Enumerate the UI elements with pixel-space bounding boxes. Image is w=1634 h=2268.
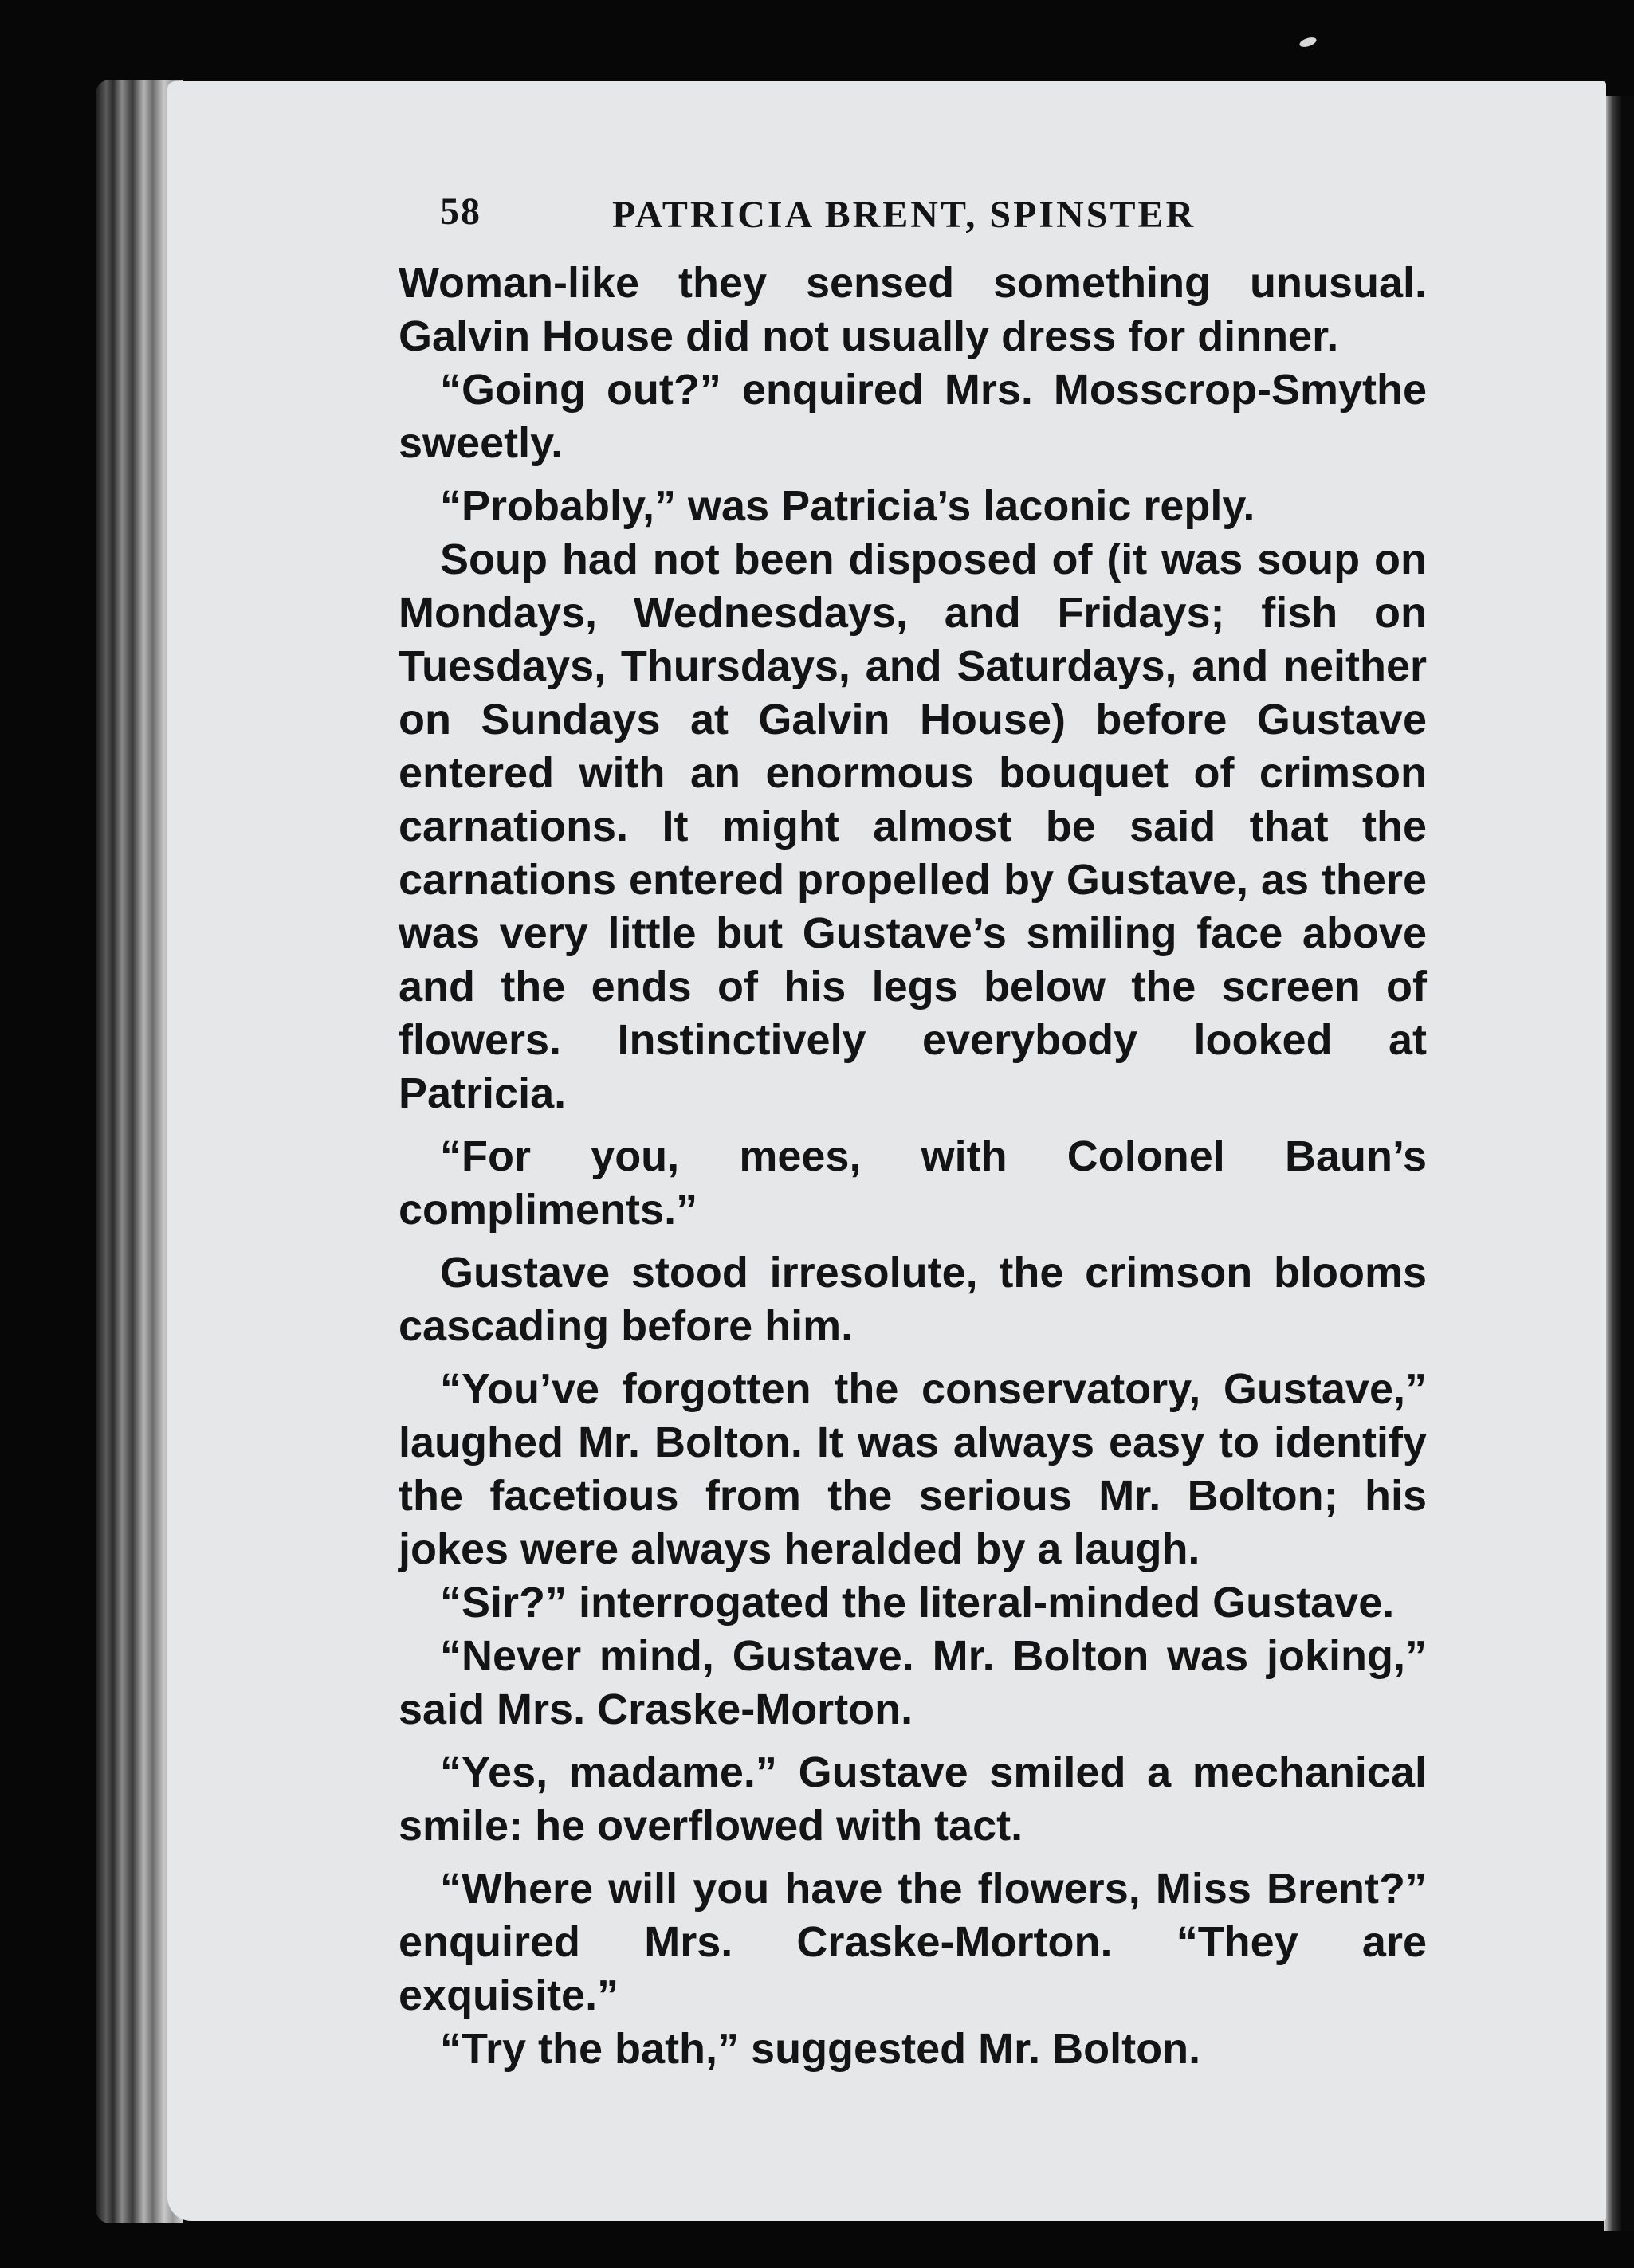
paragraph: “Going out?” enquired Mrs. Mosscrop-Smythe sweetly. [399, 366, 1427, 467]
page-content [399, 185, 1427, 2076]
adjacent-page-edge [1604, 96, 1634, 2231]
paragraph: “You’ve forgotten the conservatory, Gustave,” laughed Mr. Bolton. It was always easy to identify the facetious from the serious Mr. Bolton; his jokes were always heralded by a laugh. [399, 1365, 1427, 1573]
paragraph: Gustave stood irresolute, the crimson blooms cascading before him. [399, 1249, 1427, 1350]
page-header [399, 185, 1427, 257]
paragraph: “Yes, madame.” Gustave smiled a mechanical smile: he overflowed with tact. [399, 1748, 1427, 1850]
paragraph: “Try the bath,” suggested Mr. Bolton. [440, 2025, 1201, 2073]
paragraph: “Sir?” interrogated the literal-minded Gustave. [440, 1579, 1395, 1626]
page-number: 58 [440, 190, 481, 233]
paragraph: “Where will you have the flowers, Miss Brent?” enquired Mrs. Craske-Morton. “They are exquisite.” [399, 1865, 1427, 2019]
paragraph: Woman-like they sensed something unusual. Galvin House did not usually dress for dinner. [399, 259, 1427, 360]
paragraph: “Probably,” was Patricia’s laconic reply. [440, 482, 1255, 530]
paragraph: “For you, mees, with Colonel Baun’s compliments.” [399, 1132, 1427, 1234]
paragraph: Soup had not been disposed of (it was soup on Mondays, Wednesdays, and Fridays; fish on Tuesdays, Thursdays, and Saturdays, and neither on Sundays at Galvin House) before Gustave entered with an enormous bouquet of crimson carnations. It might almost be said that the carnations entered propelled by Gustave, as there was very little but Gustave’s smiling face above and the ends of his legs below the screen of flowers. Instinctively everybody looked at Patricia. [399, 536, 1427, 1117]
body-text [399, 257, 1427, 2076]
paragraph: “Never mind, Gustave. Mr. Bolton was joking,” said Mrs. Craske-Morton. [399, 1632, 1427, 1733]
running-title: PATRICIA BRENT, SPINSTER [612, 194, 1196, 236]
